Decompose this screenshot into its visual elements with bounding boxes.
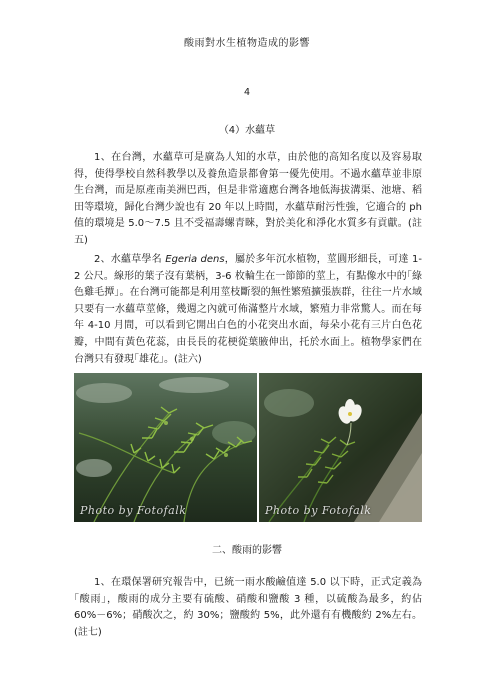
photo-watermark-right: Photo by Fotofalk (265, 504, 372, 517)
page-header: 酸雨對水生植物造成的影響 (184, 38, 310, 49)
plant-illustration-right (259, 373, 422, 522)
paragraph-3-text: 1、在環保署研究報告中，已統一雨水酸鹼值達 5.0 以下時，正式定義為｢酸雨｣，酸雨的成分主要有硫酸、硝酸和鹽酸 3 種，以硫酸為最多，約佔 60%－6%；硝酸次之，約 30%；鹽酸約 5%，此外還有有機酸約 2%左右。(註七) (74, 577, 422, 638)
section-heading: （4）水蘊草 (218, 125, 276, 136)
egeria-photo-left (74, 373, 257, 522)
photo-watermark-left: Photo by Fotofalk (80, 504, 187, 517)
paragraph-2-lead: 2、水蘊草學名 (94, 254, 166, 265)
plant-illustration-left (74, 373, 257, 522)
paragraph-3 (74, 575, 422, 641)
paragraph-1 (74, 150, 422, 250)
subsection-heading: 二、酸雨的影響 (212, 545, 282, 556)
paragraph-1-text: 1、在台灣，水蘊草可是廣為人知的水草，由於他的高知名度以及容易取得，使得學校自然科教學以及養魚造景都會第一優先使用。不過水蘊草並非原生台灣，而是原產南美洲巴西，但是非常適應台灣各地低海拔溝渠、池塘、稻田等環境，歸化台灣少說也有 20 年以上時間，水蘊草耐污性強，它適合的 ph 值的環境是 5.0～7.5 且不受福壽螺青睞，對於美化和淨化水質多有貢獻。(註五) (74, 152, 422, 246)
page-number: 4 (243, 87, 251, 98)
egeria-photo-right (259, 373, 422, 522)
paragraph-2 (74, 252, 422, 368)
paragraph-2-rest: ，屬於多年沉水植物，莖圓形細長，可達 1-2 公尺。線形的葉子沒有葉柄，3-6 枚輪生在一節節的莖上，有點像水中的｢綠色雞毛撢｣。在台灣可能都是利用莖枝斷裂的無性繁殖擴張族群，往往一片水域只要有一水蘊草莖條，幾週之內就可佈滿整片水域，繁殖力非常驚人。而在每年 4-10 月間，可以看到它開出白色的小花突出水面，每朵小花有三片白色花瓣，中間有黃色花蕊，由長長的花梗從葉腋伸出，托於水面上。植物學家們在台灣只有發現｢雄花｣。(註六) (74, 254, 422, 365)
scientific-name: Egeria dens (165, 254, 225, 265)
